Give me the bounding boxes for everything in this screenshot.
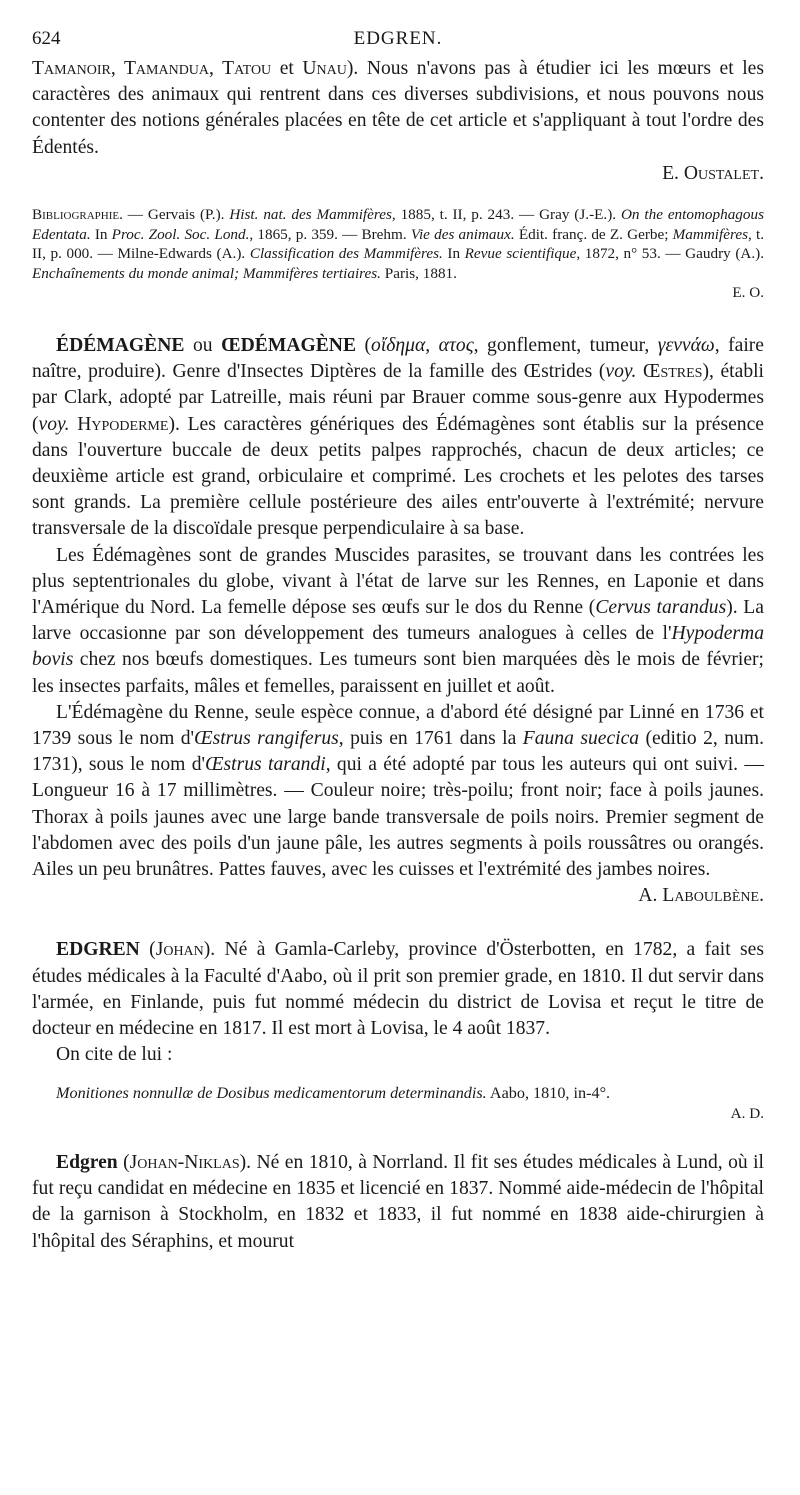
bib-title: Vie des animaux.	[410, 225, 515, 243]
bib-title: Hist. nat. des Mammifères	[229, 206, 392, 224]
cross-ref: voy.	[605, 361, 637, 383]
bib-text: , 1865, p. 359. — Brehm.	[249, 225, 411, 243]
work-title: Monitiones nonnullæ de Dosibus medicamentorum determinandis.	[56, 1084, 487, 1103]
bib-text: Édit. franç. de Z. Gerbe;	[514, 225, 673, 243]
entry-text: , gonflement, tumeur,	[473, 334, 658, 356]
work-imprint: Aabo, 1810, in-4°.	[486, 1084, 611, 1103]
entry-text: (	[117, 1152, 130, 1174]
entry-text: (	[356, 334, 372, 356]
intro-signature: E. Oustalet.	[662, 162, 764, 184]
species-name: Cervus tarandus	[595, 597, 727, 619]
bib-text: In	[442, 245, 465, 263]
cross-ref-target: Hypoderme	[77, 413, 169, 435]
bibliography	[32, 205, 764, 283]
edemagene-paragraph-2	[32, 543, 764, 700]
work-title: Fauna suecica	[522, 728, 640, 750]
edgren-johan-signature: A. D.	[730, 1105, 764, 1123]
entry-edgren-niklas	[32, 1150, 764, 1255]
entry-text: , faire naître, produire). Genre d'Insectes Diptères de la famille des Œstrides (	[32, 334, 765, 383]
greek-etymon: γεννάω	[657, 334, 715, 356]
running-title: EDGREN.	[353, 28, 443, 49]
entry-text: chez nos bœufs domestiques. Les tumeurs sont bien marquées dès le mois de février; les insectes parfaits, mâles et femelles, paraissent en juillet et août.	[32, 649, 764, 697]
entry-forename: Johan-Niklas	[129, 1152, 240, 1174]
entry-headword: ÉDÉMAGÈNE	[56, 334, 185, 356]
edemagene-signature: A. Laboulbène.	[638, 885, 764, 907]
bib-title: Enchaînements du monde animal; Mammifères tertiaires.	[32, 264, 381, 282]
edemagene-paragraph-3	[32, 700, 764, 883]
entry-headword: ŒDÉMAGÈNE	[221, 334, 357, 356]
greek-etymon: οἴδημα, ατος	[371, 334, 474, 356]
bib-text: In	[90, 225, 112, 243]
cited-work	[32, 1082, 764, 1104]
cross-ref: voy.	[38, 413, 70, 435]
entry-text: , puis en 1761 dans la	[338, 728, 523, 750]
bib-text: Paris, 1881.	[380, 264, 457, 282]
entry-text: ). La larve occasionne par son développement des tumeurs analogues à celles de l'	[32, 597, 764, 645]
entry-text: , qui a été adopté par tous les auteurs qui ont suivi. — Longueur 16 à 17 millimètres. — Couleur noire; très-poilu; front noir; face à poils jaunes. Thorax à poils jaunes avec une large bande transversale de poils noirs. Premier segment de l'abdomen avec des poils d'un jaune pâle, les autres segments à poils roussâtres ou orangés. Ailes un peu brunâtres. Pattes fauves, avec les cuisses et l'extrémité des jambes noires.	[32, 754, 764, 881]
bib-text: — Gervais (P.).	[122, 206, 230, 224]
intro-taxa: Tamanoir, Tamandua, Tatou	[32, 58, 272, 79]
entry-headword: EDGREN	[56, 939, 140, 961]
bib-text: , 1872, n° 53. — Gaudry (A.).	[576, 245, 764, 263]
bib-title: Classification des Mammifères.	[249, 245, 443, 263]
species-name: Hypoderma bovis	[32, 623, 764, 671]
bib-title: Proc. Zool. Soc. Lond.	[111, 225, 250, 243]
entry-text: (editio 2, num. 1731), sous le nom d'	[32, 728, 764, 776]
entry-text: ). Né à Gamla-Carleby, province d'Österbotten, en 1782, a fait ses études médicales à la Faculté d'Aabo, où il prit son premier grade, en 1810. Il dut servir dans l'armée, en Finlande, puis fut nommé médecin du district de Lovisa et reçut le titre de docteur en médecine en 1817. Il est mort à Lovisa, le 4 août 1837.	[32, 939, 764, 1040]
cite-intro: On cite de lui :	[56, 1044, 173, 1066]
intro-text: ). Nous n'avons pas à étudier ici les mœurs et les caractères des animaux qui rentrent dans ces diverses subdivisions, et nous pouvons nous contenter des notions générales placées en tête de cet article et s'appliquant à tout l'ordre des Édentés.	[32, 58, 764, 158]
entry-edemagene	[32, 333, 764, 543]
cross-ref-target: Œstres	[643, 361, 703, 383]
bibliography-signature: E. O.	[732, 284, 764, 302]
species-name: Œstrus rangiferus	[194, 728, 339, 750]
bib-title: Revue scientifique	[464, 245, 577, 263]
intro-text: et	[271, 58, 303, 79]
bibliography-label: Bibliographie.	[32, 206, 123, 224]
bib-text: , 1885, t. II, p. 243. — Gray (J.-E.).	[391, 206, 621, 224]
document-page	[32, 28, 764, 1255]
intro-paragraph	[32, 56, 764, 161]
entry-forename: Johan	[155, 939, 204, 961]
entry-text: ou	[184, 334, 222, 356]
entry-edgren-johan	[32, 937, 764, 1042]
bib-title: On the entomophagous Edentata.	[32, 206, 765, 243]
running-header	[32, 28, 764, 56]
entry-text: ). Né en 1810, à Norrland. Il fit ses études médicales à Lund, où il fut reçu candidat en médecine en 1835 et licencié en 1837. Nommé aide-médecin de l'hôpital de la garnison à Stockholm, en 1832 et 1833, il fut nommé en 1838 aide-chirurgien à l'hôpital des Séraphins, et mourut	[32, 1152, 764, 1252]
bib-text: , t. II, p. 000. — Milne-Edwards (A.).	[32, 225, 764, 263]
intro-taxa: Unau	[302, 58, 347, 79]
bib-title: Mammifères	[672, 225, 748, 243]
page-number: 624	[32, 28, 61, 49]
entry-text: ). Les caractères génériques des Édémagènes sont établis sur la présence dans l'ouverture buccale de deux petits palpes rapprochés, chacun de deux articles; ce deuxième article est grand, orbiculaire et comprimé. Les crochets et les pelotes des tarses sont grands. La première cellule postérieure des ailes entr'ouverte à l'extrémité; nervure transversale de la discoïdale presque perpendiculaire à sa base.	[32, 413, 764, 540]
entry-text: Les Édémagènes sont de grandes Muscides parasites, se trouvant dans les contrées les plus septentrionales du globe, vivant à l'état de larve sur les Rennes, en Laponie et dans l'Amérique du Nord. La femelle dépose ses œufs sur le dos du Renne (	[32, 544, 764, 619]
entry-text: L'Édémagène du Renne, seule espèce connue, a d'abord été désigné par Linné en 1736 et 1739 sous le nom d'	[32, 701, 764, 750]
entry-headword: Edgren	[56, 1152, 118, 1174]
entry-text: (	[139, 939, 156, 961]
species-name: Œstrus tarandi	[205, 754, 326, 776]
entry-text: ), établi par Clark, adopté par Latreille, mais réuni par Brauer comme sous-genre aux Hypodermes (	[32, 361, 765, 435]
